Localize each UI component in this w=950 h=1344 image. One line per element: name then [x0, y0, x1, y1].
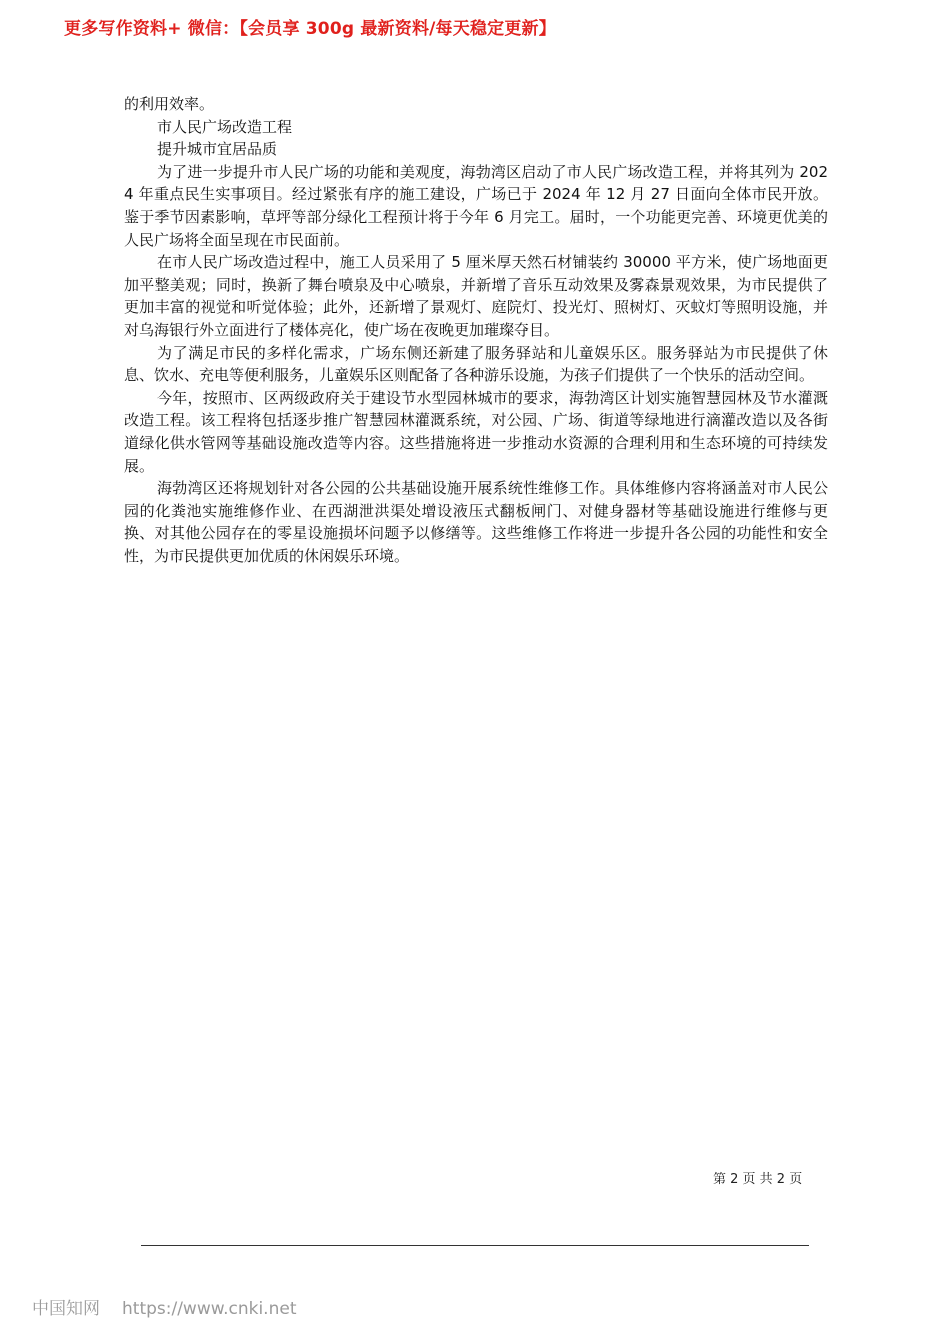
- footer-divider: [141, 1245, 809, 1246]
- section-subheading: 提升城市宜居品质: [157, 140, 278, 159]
- paragraph: 为了满足市民的多样化需求，广场东侧还新建了服务驿站和儿童娱乐区。服务驿站为市民提供了休息、饮水、充电等便利服务，儿童娱乐区则配备了各种游乐设施，为孩子们提供了一个快乐的活动空间。: [124, 343, 828, 385]
- watermark-url: https://www.cnki.net: [122, 1299, 297, 1319]
- paragraph: 为了进一步提升市人民广场的功能和美观度，海勃湾区启动了市人民广场改造工程，并将其列为 2024 年重点民生实事项目。经过紧张有序的施工建设，广场已于 2024 年 12 月 27 日面向全体市民开放。鉴于季节因素影响，草坪等部分绿化工程预计将于今年 6 月完工。届时，一个功能更完善、环境更优美的人民广场将全面呈现在市民面前。: [124, 162, 828, 249]
- section-heading: 市人民广场改造工程: [157, 117, 293, 136]
- paragraph: 海勃湾区还将规划针对各公园的公共基础设施开展系统性维修工作。具体维修内容将涵盖对市人民公园的化粪池实施维修作业、在西湖泄洪渠处增设液压式翻板闸门、对健身器材等基础设施进行维修与更换、对其他公园存在的零星设施损坏问题予以修缮等。这些维修工作将进一步提升各公园的功能性和安全性，为市民提供更加优质的休闲娱乐环境。: [124, 479, 828, 565]
- paragraph: 在市人民广场改造过程中，施工人员采用了 5 厘米厚天然石材铺装约 30000 平方米，使广场地面更加平整美观；同时，换新了舞台喷泉及中心喷泉，并新增了音乐互动效果及雾森景观效果，为市民提供了更加丰富的视觉和听觉体验；此外，还新增了景观灯、庭院灯、投光灯、照树灯、灭蚊灯等照明设施，并对乌海银行外立面进行了楼体亮化，使广场在夜晚更加璀璨夺目。: [124, 253, 828, 339]
- page-number: 第 2 页 共 2 页: [713, 1172, 803, 1187]
- paragraph: 今年，按照市、区两级政府关于建设节水型园林城市的要求，海勃湾区计划实施智慧园林及节水灌溉改造工程。该工程将包括逐步推广智慧园林灌溉系统，对公园、广场、街道等绿地进行滴灌改造以及各街道绿化供水管网等基础设施改造等内容。这些措施将进一步推动水资源的合理利用和生态环境的可持续发展。: [124, 388, 828, 475]
- watermark: [32, 1294, 296, 1319]
- paragraph-continuation: 的利用效率。: [124, 95, 215, 113]
- watermark-brand: 中国知网: [32, 1299, 100, 1319]
- promo-banner: 更多写作资料+ 微信：【会员享 300g 最新资料/每天稳定更新】: [64, 19, 556, 39]
- document-body: [124, 93, 828, 567]
